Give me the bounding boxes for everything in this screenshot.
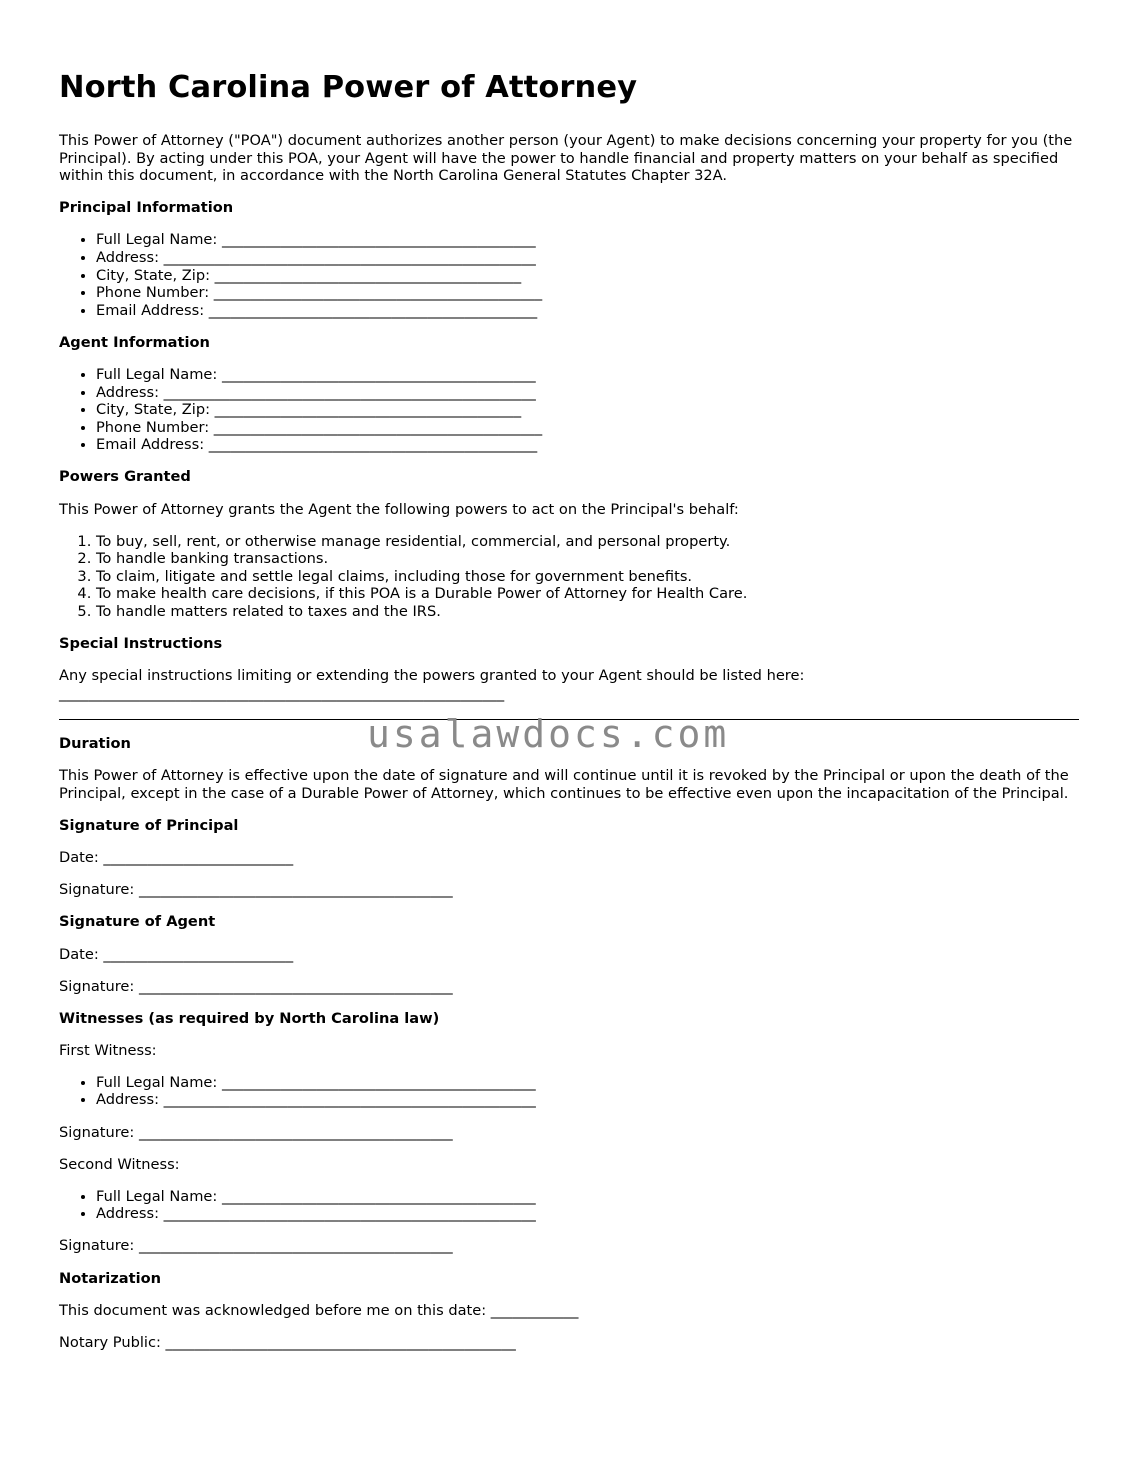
- first-witness-signature-field[interactable]: Signature: ___________________________________________: [59, 1123, 453, 1141]
- intro-paragraph: This Power of Attorney ("POA") document authorizes another person (your Agent) to make decisions concerning your property for you (the Principal). By acting under this POA, your Agent will have the power to handle financial and property matters on your behalf as specified within this document, in accordance with the North Carolina General Statutes Chapter 32A.: [59, 132, 1073, 185]
- agent-signature-field[interactable]: Signature: ___________________________________________: [59, 977, 453, 995]
- principal-heading: Principal Information: [59, 199, 234, 217]
- notary-public-field[interactable]: Notary Public: ________________________________________________: [59, 1333, 516, 1351]
- agent-list: [59, 366, 1079, 454]
- special-text: Any special instructions limiting or extending the powers granted to your Agent should be listed here:: [59, 667, 805, 685]
- power-item: 4. To make health care decisions, if this POA is a Durable Power of Attorney for Health Care.: [96, 585, 1079, 603]
- sig-principal-heading: Signature of Principal: [59, 817, 239, 835]
- agent-address-field[interactable]: • Address: ___________________________________________________: [96, 384, 1079, 402]
- special-paragraph: [59, 667, 1079, 702]
- powers-list: [59, 533, 1079, 621]
- second-witness-label: Second Witness:: [59, 1155, 180, 1173]
- notarization-heading: Notarization: [59, 1269, 161, 1287]
- principal-date-field[interactable]: Date: __________________________: [59, 849, 294, 867]
- agent-phone-field[interactable]: • Phone Number: _____________________________________________: [96, 419, 1079, 437]
- principal-email-field[interactable]: • Email Address: _____________________________________________: [96, 302, 1079, 320]
- power-item: 3. To claim, litigate and settle legal claims, including those for government benefits.: [96, 568, 1079, 586]
- agent-name-field[interactable]: • Full Legal Name: ___________________________________________: [96, 366, 1079, 384]
- first-witness-address-field[interactable]: • Address: ___________________________________________________: [96, 1091, 1079, 1109]
- notary-date-field[interactable]: This document was acknowledged before me on this date: ____________: [59, 1301, 579, 1319]
- second-witness-list: [59, 1188, 1079, 1223]
- principal-signature-field[interactable]: Signature: ___________________________________________: [59, 881, 453, 899]
- duration-heading: Duration: [59, 735, 131, 753]
- power-item: 2. To handle banking transactions.: [96, 550, 1079, 568]
- second-witness-name-field[interactable]: • Full Legal Name: ___________________________________________: [96, 1188, 1079, 1206]
- special-blank-field[interactable]: _____________________________________________________________: [59, 684, 505, 702]
- watermark: usalawdocs.com: [367, 712, 730, 756]
- principal-phone-field[interactable]: • Phone Number: _____________________________________________: [96, 284, 1079, 302]
- agent-heading: Agent Information: [59, 333, 210, 351]
- witnesses-heading: Witnesses (as required by North Carolina law): [59, 1009, 440, 1027]
- page-title: North Carolina Power of Attorney: [59, 70, 638, 105]
- second-witness-signature-field[interactable]: Signature: ___________________________________________: [59, 1237, 453, 1255]
- principal-name-field[interactable]: • Full Legal Name: ___________________________________________: [96, 231, 1079, 249]
- powers-heading: Powers Granted: [59, 468, 191, 486]
- power-item: 5. To handle matters related to taxes and the IRS.: [96, 603, 1079, 621]
- sig-agent-heading: Signature of Agent: [59, 913, 216, 931]
- first-witness-name-field[interactable]: • Full Legal Name: ___________________________________________: [96, 1074, 1079, 1092]
- agent-email-field[interactable]: • Email Address: _____________________________________________: [96, 436, 1079, 454]
- agent-city-field[interactable]: • City, State, Zip: __________________________________________: [96, 401, 1079, 419]
- principal-city-field[interactable]: • City, State, Zip: __________________________________________: [96, 267, 1079, 285]
- powers-intro: This Power of Attorney grants the Agent the following powers to act on the Principal's behalf:: [59, 500, 739, 518]
- power-item: 1. To buy, sell, rent, or otherwise manage residential, commercial, and personal property.: [96, 533, 1079, 551]
- principal-list: [59, 231, 1079, 319]
- special-heading: Special Instructions: [59, 635, 223, 653]
- agent-date-field[interactable]: Date: __________________________: [59, 945, 294, 963]
- first-witness-label: First Witness:: [59, 1041, 157, 1059]
- duration-paragraph: This Power of Attorney is effective upon the date of signature and will continue until it is revoked by the Principal or upon the death of the Principal, except in the case of a Durable Power of Attorney, which continues to be effective even upon the incapacitation of the Principal.: [59, 767, 1069, 803]
- principal-address-field[interactable]: • Address: ___________________________________________________: [96, 249, 1079, 267]
- first-witness-list: [59, 1074, 1079, 1109]
- second-witness-address-field[interactable]: • Address: ___________________________________________________: [96, 1205, 1079, 1223]
